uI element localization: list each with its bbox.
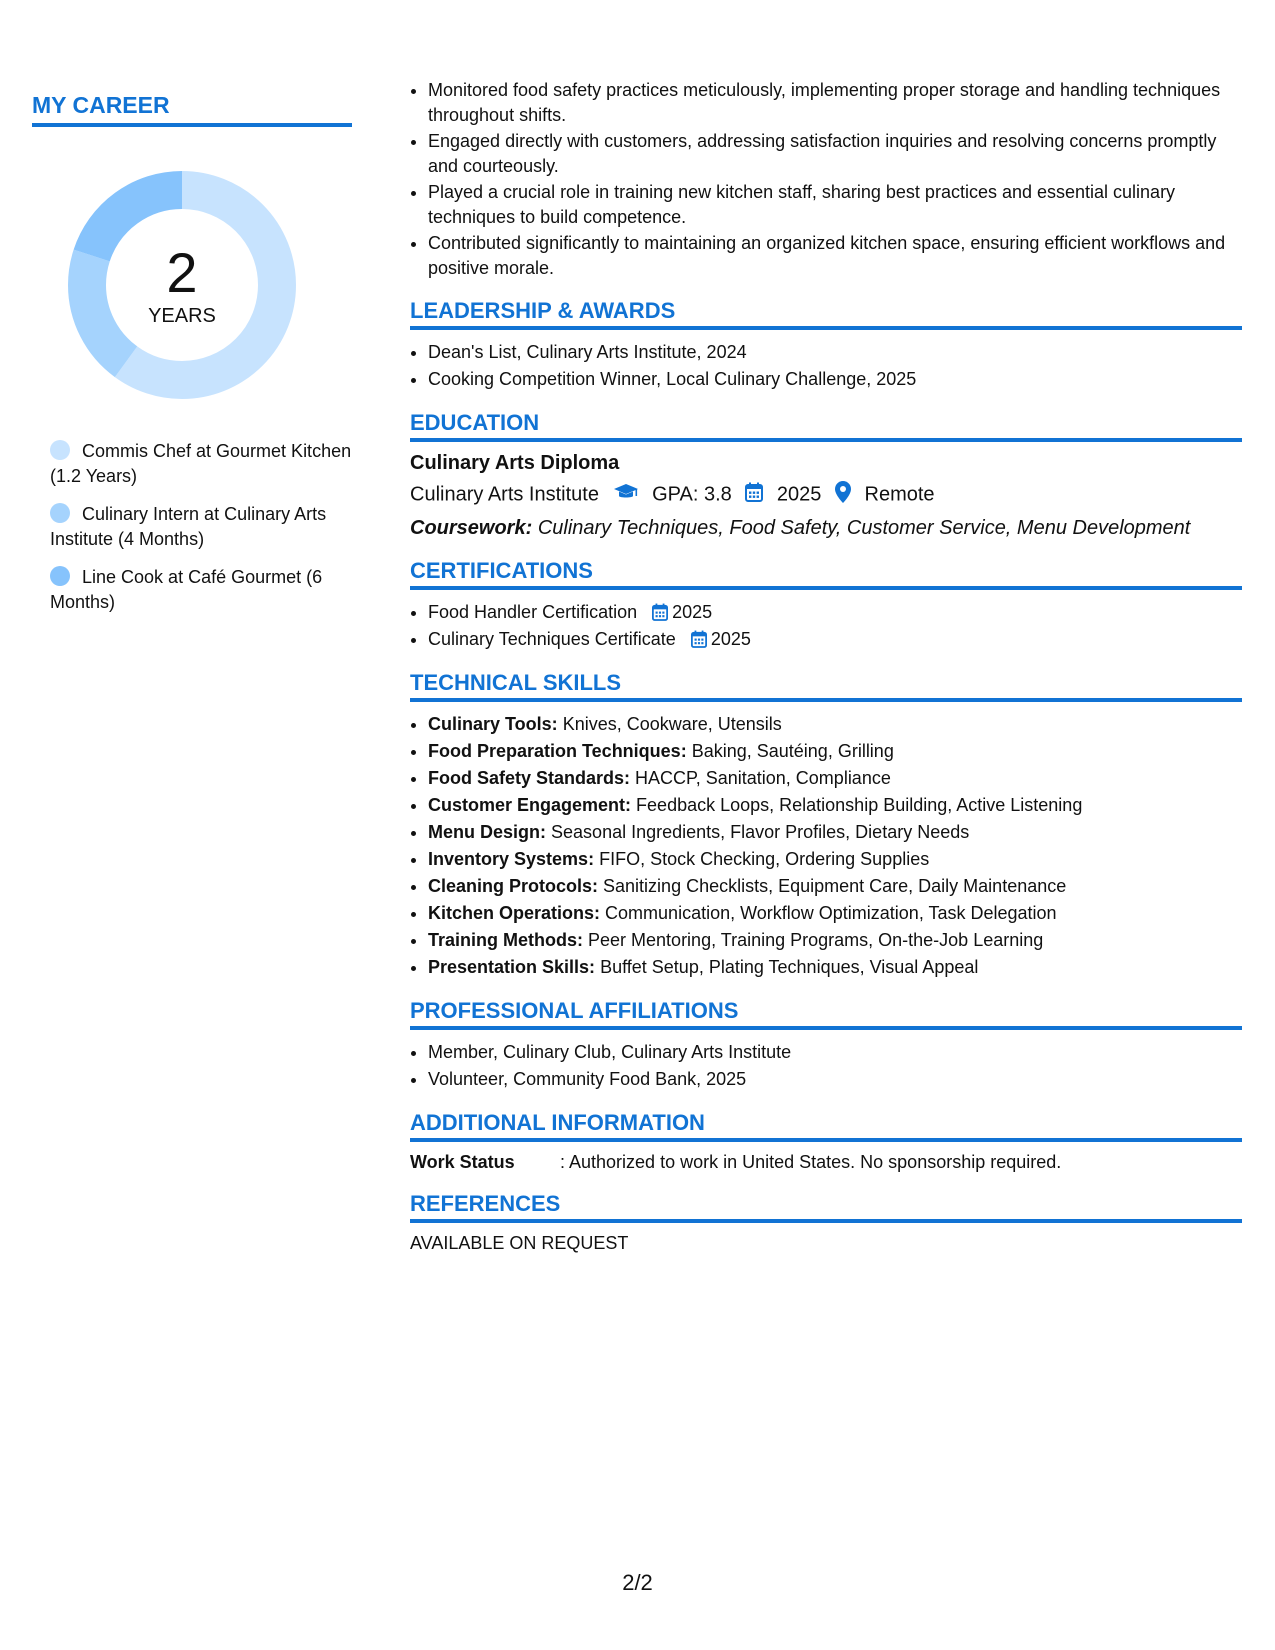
- experience-bullet: • Contributed significantly to maintaining an organized kitchen space, ensuring efficient workflows and positive morale.: [428, 231, 1242, 280]
- skill-value: HACCP, Sanitation, Compliance: [635, 768, 891, 788]
- skill-item: [428, 739, 1242, 764]
- certification-date: [652, 602, 712, 622]
- education-coursework: [410, 517, 1242, 540]
- certification-item: [428, 627, 1242, 652]
- skill-value: Knives, Cookware, Utensils: [562, 714, 782, 734]
- skill-item: [428, 766, 1242, 791]
- work-status-row: [410, 1152, 1242, 1173]
- graduation-cap-icon: [613, 483, 639, 507]
- certification-date: [691, 629, 751, 649]
- certification-name: Food Handler Certification: [428, 602, 638, 622]
- career-title: MY CAREER: [32, 92, 352, 127]
- skill-value: Buffet Setup, Plating Techniques, Visual Appeal: [600, 957, 979, 977]
- work-status-label: Work Status: [410, 1152, 515, 1172]
- skill-value: Seasonal Ingredients, Flavor Profiles, Dietary Needs: [551, 822, 970, 842]
- skill-label: Menu Design:: [428, 822, 547, 842]
- affiliation-item: • Member, Culinary Club, Culinary Arts Institute: [428, 1040, 1242, 1065]
- legend-dot-icon: [50, 503, 70, 523]
- leadership-title: LEADERSHIP & AWARDS: [410, 298, 1242, 330]
- legend-label: Line Cook at Café Gourmet (6 Months): [50, 567, 323, 612]
- skill-label: Customer Engagement:: [428, 795, 632, 815]
- legend-label: Culinary Intern at Culinary Arts Institute (4 Months): [50, 504, 327, 549]
- work-status-value: : Authorized to work in United States. No sponsorship required.: [560, 1152, 1062, 1172]
- education-location: Remote: [864, 483, 935, 506]
- skill-item: [428, 847, 1242, 872]
- references-title: REFERENCES: [410, 1191, 1242, 1223]
- leadership-item: • Dean's List, Culinary Arts Institute, 2024: [428, 340, 1242, 365]
- skill-item: [428, 901, 1242, 926]
- career-donut-chart: [64, 167, 300, 403]
- education-degree: Culinary Arts Diploma: [410, 452, 620, 474]
- page-number: 2/2: [622, 1570, 653, 1595]
- coursework-text: Culinary Techniques, Food Safety, Customer Service, Menu Development: [537, 517, 1191, 539]
- skill-label: Training Methods:: [428, 930, 583, 950]
- certification-year: 2025: [672, 602, 713, 622]
- skill-item: [428, 820, 1242, 845]
- skill-label: Culinary Tools:: [428, 714, 558, 734]
- map-pin-icon: [835, 481, 851, 509]
- legend-dot-icon: [50, 566, 70, 586]
- donut-center: [64, 167, 300, 403]
- donut-total-number: 2: [166, 241, 198, 304]
- education-year: 2025: [776, 483, 822, 506]
- experience-bullet: • Engaged directly with customers, addressing satisfaction inquiries and resolving concerns promptly and courteously.: [428, 129, 1242, 178]
- career-sidebar: [32, 92, 352, 628]
- career-legend: [50, 439, 352, 615]
- education-details: [410, 481, 1242, 509]
- experience-bullets: [410, 78, 1242, 280]
- affiliations-title: PROFESSIONAL AFFILIATIONS: [410, 998, 1242, 1030]
- skill-label: Food Preparation Techniques:: [428, 741, 687, 761]
- legend-dot-icon: [50, 440, 70, 460]
- calendar-icon: [745, 482, 763, 508]
- leadership-item: • Cooking Competition Winner, Local Culinary Challenge, 2025: [428, 367, 1242, 392]
- calendar-icon: [652, 603, 668, 621]
- affiliations-list: [410, 1040, 1242, 1092]
- skills-title: TECHNICAL SKILLS: [410, 670, 1242, 702]
- skill-item: [428, 874, 1242, 899]
- references-text: AVAILABLE ON REQUEST: [410, 1233, 629, 1253]
- skill-value: Feedback Loops, Relationship Building, Active Listening: [636, 795, 1083, 815]
- skill-item: [428, 712, 1242, 737]
- skill-value: Sanitizing Checklists, Equipment Care, Daily Maintenance: [603, 876, 1067, 896]
- skill-label: Food Safety Standards:: [428, 768, 631, 788]
- legend-item: [50, 439, 352, 489]
- certifications-title: CERTIFICATIONS: [410, 558, 1242, 590]
- legend-item: [50, 565, 352, 615]
- skill-value: Baking, Sautéing, Grilling: [691, 741, 894, 761]
- certification-name: Culinary Techniques Certificate: [428, 629, 676, 649]
- additional-info-title: ADDITIONAL INFORMATION: [410, 1110, 1242, 1142]
- education-title: EDUCATION: [410, 410, 1242, 442]
- skill-label: Kitchen Operations:: [428, 903, 601, 923]
- leadership-list: [410, 340, 1242, 392]
- certification-year: 2025: [710, 629, 751, 649]
- legend-label: Commis Chef at Gourmet Kitchen (1.2 Years): [50, 441, 352, 486]
- skill-label: Presentation Skills:: [428, 957, 596, 977]
- skills-list: [410, 712, 1242, 980]
- skill-value: Communication, Workflow Optimization, Task Delegation: [605, 903, 1057, 923]
- certifications-list: [410, 600, 1242, 652]
- legend-item: [50, 502, 352, 552]
- skill-value: FIFO, Stock Checking, Ordering Supplies: [599, 849, 930, 869]
- skill-item: [428, 928, 1242, 953]
- education-gpa: GPA: 3.8: [652, 483, 732, 506]
- education-institution: Culinary Arts Institute: [410, 483, 599, 506]
- main-content: [410, 78, 1242, 1254]
- certification-item: [428, 600, 1242, 625]
- calendar-icon: [691, 630, 707, 648]
- skill-item: [428, 955, 1242, 980]
- skill-item: [428, 793, 1242, 818]
- skill-label: Inventory Systems:: [428, 849, 595, 869]
- skill-label: Cleaning Protocols:: [428, 876, 599, 896]
- skill-value: Peer Mentoring, Training Programs, On-the-Job Learning: [588, 930, 1044, 950]
- experience-bullet: • Monitored food safety practices meticulously, implementing proper storage and handling techniques throughout shifts.: [428, 78, 1242, 127]
- affiliation-item: • Volunteer, Community Food Bank, 2025: [428, 1067, 1242, 1092]
- coursework-label: Coursework:: [410, 517, 533, 539]
- experience-bullet: • Played a crucial role in training new kitchen staff, sharing best practices and essential culinary techniques to build competence.: [428, 180, 1242, 229]
- donut-total-unit: YEARS: [148, 305, 216, 327]
